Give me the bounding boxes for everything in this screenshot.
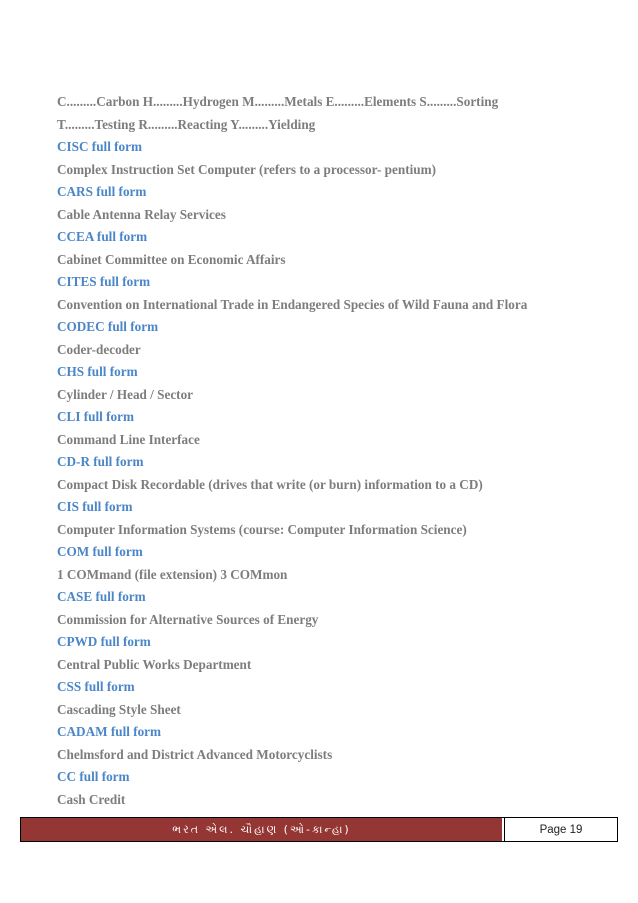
intro-line: C.........Carbon H.........Hydrogen M.........Metals E.........Elements S.........Sorting	[57, 94, 499, 109]
entry-text-com: 1 COMmand (file extension) 3 COMmon	[57, 566, 288, 582]
entry-heading-cisc: CISC full form	[57, 139, 142, 154]
entry-heading-cli: CLI full form	[57, 409, 134, 424]
entry-text-case: Commission for Alternative Sources of Energy	[57, 611, 319, 627]
footer-author: ભરત એલ. ચૌહાણ (ઓ-કાન્હા)	[172, 822, 351, 836]
page-footer	[20, 817, 618, 842]
entry-heading-cadam: CADAM full form	[57, 724, 162, 739]
entry-heading-com: COM full form	[57, 544, 143, 559]
entry-text-cc: Cash Credit	[57, 791, 126, 807]
entry-heading-cpwd: CPWD full form	[57, 634, 151, 649]
entry-text-cites: Convention on International Trade in Endangered Species of Wild Fauna and Flora	[57, 296, 528, 312]
entry-heading-cd-r: CD-R full form	[57, 454, 144, 469]
page-number: Page 19	[539, 823, 583, 836]
entry-text-chs: Cylinder / Head / Sector	[57, 386, 194, 402]
intro-line: T.........Testing R.........Reacting Y.........Yielding	[57, 116, 316, 132]
entry-heading-chs: CHS full form	[57, 364, 138, 379]
entry-text-cadam: Chelmsford and District Advanced Motorcyclists	[57, 746, 333, 762]
entry-text-cd-r: Compact Disk Recordable (drives that write (or burn) information to a CD)	[57, 476, 483, 492]
entry-text-ccea: Cabinet Committee on Economic Affairs	[57, 251, 286, 267]
footer-author-band	[21, 818, 504, 841]
entry-text-cli: Command Line Interface	[57, 431, 200, 447]
entry-heading-cis: CIS full form	[57, 499, 133, 514]
footer-page-box	[504, 818, 617, 841]
entry-text-codec: Coder-decoder	[57, 341, 141, 357]
page-content	[57, 91, 597, 811]
entry-text-css: Cascading Style Sheet	[57, 701, 181, 717]
entry-heading-ccea: CCEA full form	[57, 229, 148, 244]
entry-text-cars: Cable Antenna Relay Services	[57, 206, 226, 222]
entry-text-cisc: Complex Instruction Set Computer (refers to a processor- pentium)	[57, 161, 436, 177]
entry-heading-cars: CARS full form	[57, 184, 147, 199]
entry-text-cpwd: Central Public Works Department	[57, 656, 252, 672]
entry-heading-css: CSS full form	[57, 679, 135, 694]
entry-text-cis: Computer Information Systems (course: Computer Information Science)	[57, 521, 467, 537]
entry-heading-codec: CODEC full form	[57, 319, 159, 334]
entry-heading-case: CASE full form	[57, 589, 146, 604]
entry-heading-cc: CC full form	[57, 769, 130, 784]
entry-heading-cites: CITES full form	[57, 274, 151, 289]
